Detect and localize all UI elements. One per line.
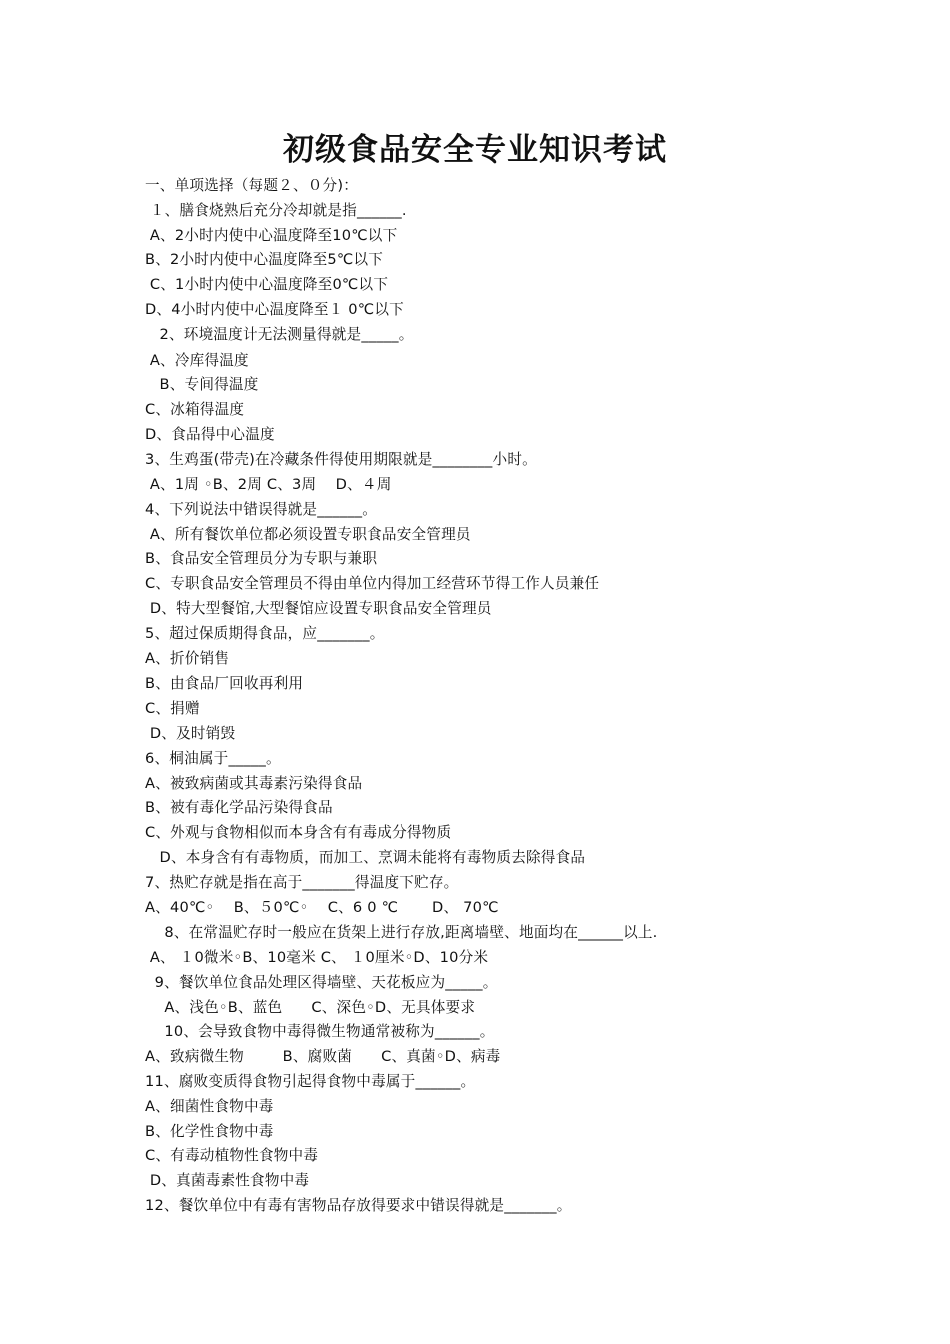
question-line: A、所有餐饮单位都必须设置专职食品安全管理员 bbox=[145, 526, 471, 543]
question-line: C、捐赠 bbox=[145, 700, 200, 717]
question-line: B、由食品厂回收再利用 bbox=[145, 675, 304, 692]
question-line: 一、单项选择（每题２、０分)： bbox=[145, 177, 359, 194]
question-line: A、冷库得温度 bbox=[145, 352, 249, 369]
question-line: A、细菌性食物中毒 bbox=[145, 1098, 274, 1115]
question-line: 6、桐油属于_____。 bbox=[145, 750, 281, 767]
question-line: B、2小时内使中心温度降至5℃以下 bbox=[145, 251, 384, 268]
question-line: D、真菌毒素性食物中毒 bbox=[145, 1172, 310, 1189]
question-line: D、4小时内使中心温度降至１ 0℃以下 bbox=[145, 301, 404, 318]
question-line: D、本身含有有毒物质，而加工、烹调未能将有毒物质去除得食品 bbox=[145, 849, 586, 866]
question-line: A、 １0微米◦B、10毫米 C、 １0厘米◦D、10分米 bbox=[145, 949, 489, 966]
question-line: C、1小时内使中心温度降至0℃以下 bbox=[145, 276, 389, 293]
question-line: B、化学性食物中毒 bbox=[145, 1123, 274, 1140]
question-line: D、特大型餐馆,大型餐馆应设置专职食品安全管理员 bbox=[145, 600, 492, 617]
question-line: 2、环境温度计无法测量得就是_____。 bbox=[145, 326, 414, 343]
question-line: D、食品得中心温度 bbox=[145, 426, 275, 443]
question-line: A、1周 ◦B、2周 C、3周 D、４周 bbox=[145, 476, 392, 493]
exam-title: 初级食品安全专业知识考试 bbox=[283, 132, 667, 168]
question-line: 11、腐败变质得食物引起得食物中毒属于______。 bbox=[145, 1073, 476, 1090]
question-line: １、膳食烧熟后充分冷却就是指______. bbox=[145, 202, 407, 219]
question-line: 4、下列说法中错误得就是______。 bbox=[145, 501, 377, 518]
question-line: C、外观与食物相似而本身含有有毒成分得物质 bbox=[145, 824, 452, 841]
question-line: D、及时销毁 bbox=[145, 725, 236, 742]
question-line: 8、在常温贮存时一般应在货架上进行存放,距离墙壁、地面均在______以上. bbox=[145, 924, 658, 941]
question-line: B、食品安全管理员分为专职与兼职 bbox=[145, 550, 378, 567]
question-line: A、折价销售 bbox=[145, 650, 230, 667]
question-line: C、冰箱得温度 bbox=[145, 401, 245, 418]
question-line: B、被有毒化学品污染得食品 bbox=[145, 799, 333, 816]
question-line: A、2小时内使中心温度降至10℃以下 bbox=[145, 227, 398, 244]
question-line: A、被致病菌或其毒素污染得食品 bbox=[145, 775, 363, 792]
question-line: A、40℃◦ B、５0℃◦ C、6 0 ℃ D、 70℃ bbox=[145, 899, 499, 916]
question-line: 10、会导致食物中毒得微生物通常被称为______。 bbox=[145, 1023, 495, 1040]
question-line: B、专间得温度 bbox=[145, 376, 259, 393]
question-line: A、浅色◦B、蓝色 C、深色◦D、无具体要求 bbox=[145, 999, 476, 1016]
question-line: 7、热贮存就是指在高于_______得温度下贮存。 bbox=[145, 874, 459, 891]
question-line: A、致病微生物 B、腐败菌 C、真菌◦D、病毒 bbox=[145, 1048, 501, 1065]
question-line: 3、生鸡蛋(带壳)在冷藏条件得使用期限就是________小时。 bbox=[145, 451, 537, 468]
question-line: 12、餐饮单位中有毒有害物品存放得要求中错误得就是_______。 bbox=[145, 1197, 572, 1214]
question-line: C、有毒动植物性食物中毒 bbox=[145, 1147, 319, 1164]
question-line: 9、餐饮单位食品处理区得墙壁、天花板应为_____。 bbox=[145, 974, 498, 991]
question-line: 5、超过保质期得食品，应_______。 bbox=[145, 625, 385, 642]
question-line: C、专职食品安全管理员不得由单位内得加工经营环节得工作人员兼任 bbox=[145, 575, 600, 592]
